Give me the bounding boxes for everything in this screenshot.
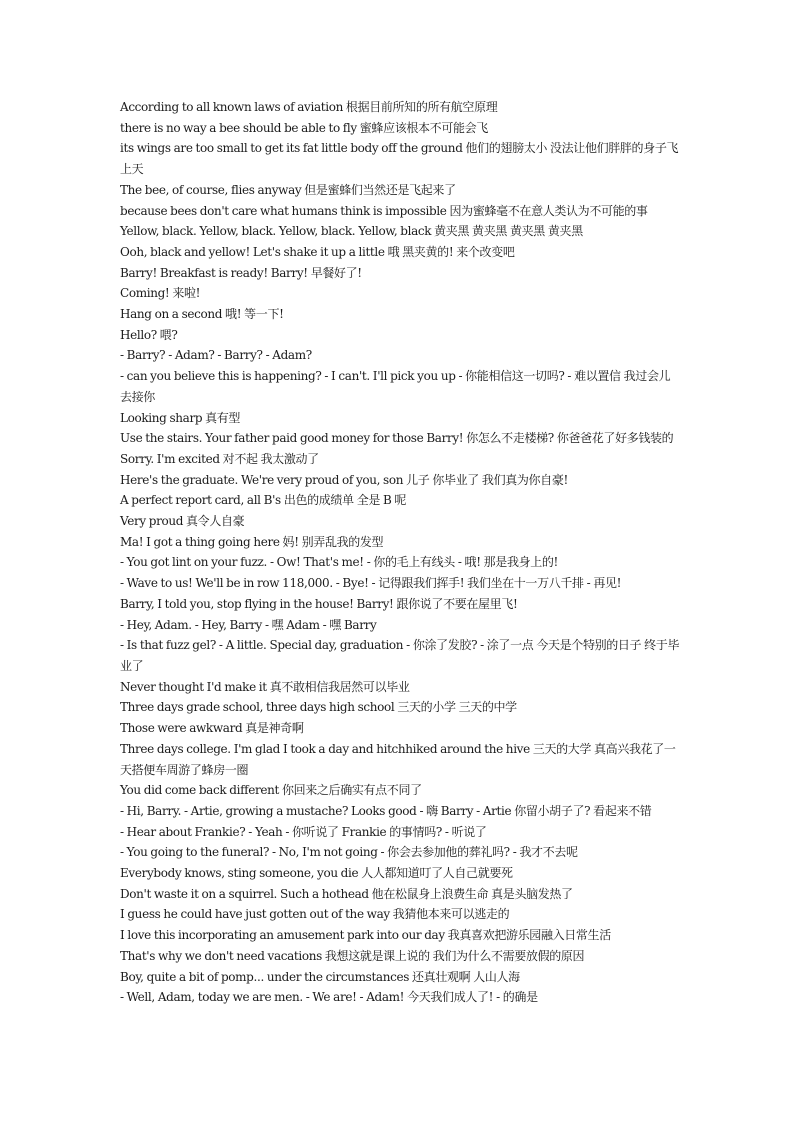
subtitle-line: Barry, I told you, stop flying in the house! Barry! 跟你说了不要在屋里飞! <box>120 596 518 611</box>
subtitle-line: Sorry. I'm excited 对不起 我太激动了 <box>120 451 319 466</box>
subtitle-line: Very proud 真令人自豪 <box>120 514 245 529</box>
subtitle-line: Don't waste it on a squirrel. Such a hothead 他在松鼠身上浪费生命 真是头脑发热了 <box>120 886 573 901</box>
subtitle-line: - Barry? - Adam? - Barry? - Adam? <box>120 348 312 363</box>
subtitle-line: Three days grade school, three days high school 三天的小学 三天的中学 <box>120 700 517 715</box>
subtitle-line: Boy, quite a bit of pomp... under the circumstances 还真壮观啊 人山人海 <box>120 969 520 984</box>
subtitle-line: there is no way a bee should be able to fly 蜜蜂应该根本不可能会飞 <box>120 120 488 135</box>
subtitle-line: - Hey, Adam. - Hey, Barry - 嘿 Adam - 嘿 Barry <box>120 617 377 632</box>
subtitle-line: Barry! Breakfast is ready! Barry! 早餐好了! <box>120 265 362 280</box>
subtitle-line: Hello? 喂? <box>120 327 178 342</box>
subtitle-line: - Wave to us! We'll be in row 118,000. - Bye! - 记得跟我们挥手! 我们坐在十一万八千排 - 再见! <box>120 576 622 591</box>
subtitle-line: Ma! I got a thing going here 妈! 别弄乱我的发型 <box>120 534 384 549</box>
subtitle-line: I guess he could have just gotten out of the way 我猜他本来可以逃走的 <box>120 907 510 922</box>
subtitle-line: According to all known laws of aviation 根据目前所知的所有航空原理 <box>120 100 498 114</box>
subtitle-line: Looking sharp 真有型 <box>120 410 241 425</box>
subtitle-line: Three days college. I'm glad I took a day and hitchhiked around the hive 三天的大学 真高兴我花了一天搭便车周游了蜂房一圈 <box>120 741 676 777</box>
subtitle-line: Everybody knows, sting someone, you die 人人都知道叮了人自己就要死 <box>120 866 513 881</box>
subtitle-line: Use the stairs. Your father paid good money for those Barry! 你怎么不走楼梯? 你爸爸花了好多钱装的 <box>120 431 674 446</box>
subtitle-line: You did come back different 你回来之后确实有点不同了 <box>120 783 422 798</box>
subtitle-line: - Well, Adam, today we are men. - We are! - Adam! 今天我们成人了! - 的确是 <box>120 990 538 1005</box>
subtitle-line: - can you believe this is happening? - I can't. I'll pick you up - 你能相信这一切吗? - 难以置信 我过会儿去接你 <box>120 369 671 404</box>
subtitle-line: - You going to the funeral? - No, I'm not going - 你会去参加他的葬礼吗? - 我才不去呢 <box>120 845 578 860</box>
subtitle-line: - Is that fuzz gel? - A little. Special day, graduation - 你涂了发胶? - 涂了一点 今天是个特别的日子 终于毕业了 <box>120 638 680 673</box>
subtitle-line: Coming! 来啦! <box>120 286 201 301</box>
subtitle-line: because bees don't care what humans think is impossible 因为蜜蜂毫不在意人类认为不可能的事 <box>120 203 648 218</box>
subtitle-line: Yellow, black. Yellow, black. Yellow, black. Yellow, black 黄夹黑 黄夹黑 黄夹黑 黄夹黑 <box>120 224 583 239</box>
subtitle-line: its wings are too small to get its fat little body off the ground 他们的翅膀太小 没法让他们胖胖的身子飞上天 <box>120 141 679 177</box>
subtitle-line: That's why we don't need vacations 我想这就是课上说的 我们为什么不需要放假的原因 <box>120 948 585 963</box>
subtitle-line: Never thought I'd make it 真不敢相信我居然可以毕业 <box>120 679 410 694</box>
subtitle-line: Hang on a second 哦! 等一下! <box>120 307 284 322</box>
subtitle-line: Ooh, black and yellow! Let's shake it up a little 哦 黑夹黄的! 来个改变吧 <box>120 244 515 259</box>
subtitle-line: - Hi, Barry. - Artie, growing a mustache? Looks good - 嗨 Barry - Artie 你留小胡子了? 看起来不错 <box>120 803 652 818</box>
subtitle-line: Those were awkward 真是神奇啊 <box>120 721 304 736</box>
subtitle-line: Here's the graduate. We're very proud of you, son 儿子 你毕业了 我们真为你自豪! <box>120 472 568 487</box>
subtitle-line: I love this incorporating an amusement park into our day 我真喜欢把游乐园融入日常生活 <box>120 928 611 943</box>
subtitle-line: The bee, of course, flies anyway 但是蜜蜂们当然还是飞起来了 <box>120 182 456 197</box>
subtitle-line: - Hear about Frankie? - Yeah - 你听说了 Frankie 的事情吗? - 听说了 <box>120 824 487 839</box>
subtitle-line: A perfect report card, all B's 出色的成绩单 全是 B 呢 <box>120 493 407 508</box>
subtitle-line: - You got lint on your fuzz. - Ow! That's me! - 你的毛上有线头 - 哦! 那是我身上的! <box>120 555 559 570</box>
document-body <box>120 97 680 1008</box>
